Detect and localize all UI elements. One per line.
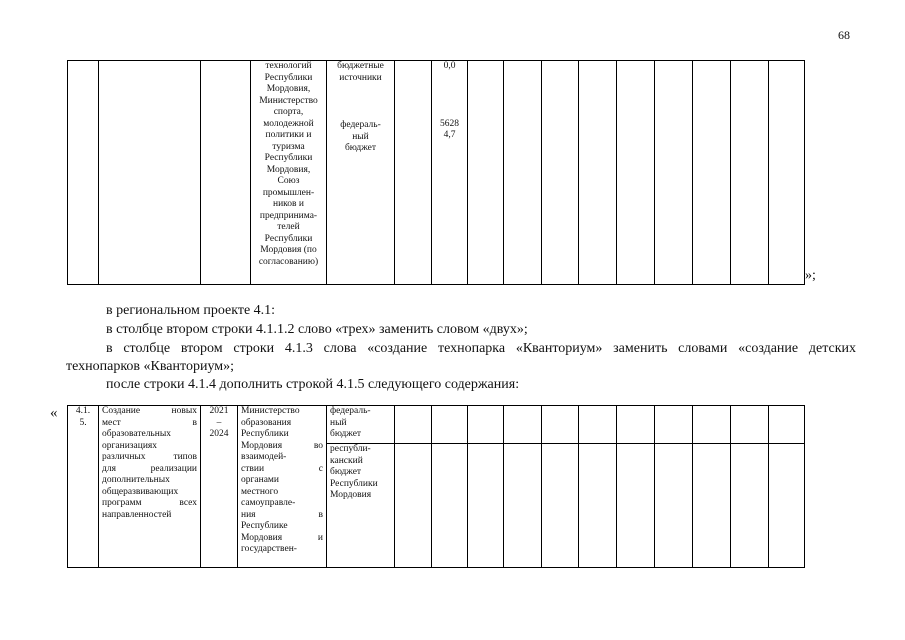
event-name-line: направленностей — [102, 509, 172, 520]
paragraph-column-two-row-413: в столбце втором строки 4.1.3 слова «создание технопарка «Кванториум» заменить словами «создание детских — [106, 341, 856, 356]
executor-text-line: государствен- — [241, 544, 297, 554]
executor-text-line: Союз — [277, 176, 300, 186]
funding-source-line: республи- — [330, 444, 371, 454]
executor-text-line: телей — [277, 222, 300, 232]
cell-num — [68, 61, 99, 285]
funding-source-line: бюджетные — [337, 61, 384, 71]
executor-text-line: Республики — [264, 233, 313, 244]
executor-text-line: Мордовия, — [266, 164, 311, 175]
new-row-table — [67, 405, 805, 568]
cell-source-federal — [327, 406, 395, 444]
cell-empty — [579, 61, 617, 285]
executor-text-line: ников и — [273, 199, 304, 209]
cell-empty — [693, 444, 731, 568]
cell-empty — [617, 406, 655, 444]
funding-source-line: канский — [330, 455, 363, 466]
event-name-line: различных типов — [102, 452, 197, 462]
cell-empty — [504, 444, 542, 568]
executor-text-line: местного — [241, 486, 279, 497]
funding-source-line: Мордовия — [330, 490, 372, 500]
executor-text-line: Республики — [264, 153, 313, 163]
executor-text-line: Республике — [241, 521, 288, 531]
event-name-line: программ всех — [102, 498, 197, 508]
funding-source-line: бюджет — [330, 467, 362, 477]
executor-text-line: Мордовия во — [241, 440, 323, 451]
cell-executors — [238, 406, 327, 568]
funding-source-line: бюджет — [330, 429, 362, 439]
cell-empty — [693, 406, 731, 444]
cell-empty — [769, 444, 805, 568]
event-name-line: мест в — [102, 417, 197, 428]
event-name-line: Создание новых — [102, 406, 197, 416]
funding-source-line: федераль- — [330, 406, 371, 416]
funding-source-line: Республики — [330, 478, 378, 489]
cell-empty — [468, 61, 504, 285]
cell-empty — [731, 406, 769, 444]
cell-empty — [769, 61, 805, 285]
years-line: – — [216, 417, 222, 428]
amount-value-line: 4,7 — [443, 130, 456, 140]
cell-empty — [731, 444, 769, 568]
cell-row-number — [68, 406, 99, 568]
cell-empty — [432, 406, 468, 444]
cell-empty — [579, 444, 617, 568]
executor-text-line: промышлен- — [262, 187, 315, 198]
cell-source-republic — [327, 444, 395, 568]
cell-empty — [504, 406, 542, 444]
cell-name — [99, 61, 201, 285]
executor-text-line: Министерство — [259, 95, 318, 106]
executor-text-line: согласованию) — [258, 256, 319, 267]
funding-source-line: федераль- — [340, 120, 381, 130]
event-name-line: образовательных — [102, 429, 171, 439]
executor-text-line: образования — [241, 417, 292, 428]
cell-years — [201, 406, 238, 568]
executor-text-line: технологий — [265, 61, 312, 71]
executor-text-line: ния в — [241, 509, 323, 520]
opening-quote: « — [50, 405, 58, 421]
funding-source-line: источники — [339, 72, 382, 83]
page-number: 68 — [838, 28, 850, 42]
amount-value-line: 5628 — [440, 118, 459, 129]
cell-amount — [432, 61, 468, 285]
executor-text-line: Мордовия (по — [260, 245, 317, 255]
cell-funding-source — [327, 61, 395, 285]
paragraph-regional-project: в региональном проекте 4.1: — [106, 303, 276, 318]
cell-empty — [504, 61, 542, 285]
cell-executors — [251, 61, 327, 285]
cell-empty — [693, 61, 731, 285]
cell-empty — [395, 444, 432, 568]
cell-empty — [542, 444, 579, 568]
paragraph-column-two-row-4112: в столбце втором строки 4.1.1.2 слово «трех» заменить словом «двух»; — [106, 322, 528, 337]
executor-text-line: спорта, — [273, 107, 304, 117]
cell-event-name — [99, 406, 201, 568]
years-line: 2021 — [209, 406, 229, 416]
event-name-line: общеразвивающих — [102, 486, 179, 497]
event-name-line: дополнительных — [102, 475, 170, 485]
executor-text-line: Мордовия, — [266, 84, 311, 94]
cell-empty — [432, 444, 468, 568]
executor-text-line: Мордовия и — [241, 532, 323, 543]
cell-empty — [395, 61, 432, 285]
cell-years — [201, 61, 251, 285]
cell-empty — [655, 444, 693, 568]
row-number-line: 4.1. — [75, 406, 91, 416]
executor-text-line: Республики — [241, 429, 289, 439]
funding-source-line: ный — [352, 131, 369, 142]
closing-quote: »; — [805, 268, 816, 283]
cell-empty — [617, 61, 655, 285]
cell-empty — [579, 406, 617, 444]
funding-source-line: бюджет — [344, 143, 377, 153]
executor-text-line: взаимодей- — [241, 452, 287, 462]
funding-source-line: ный — [330, 417, 347, 428]
event-name-line: организациях — [102, 440, 158, 451]
paragraph-column-two-row-413-cont: технопарков «Кванториум»; — [66, 359, 235, 374]
cell-empty — [655, 406, 693, 444]
cell-empty — [468, 444, 504, 568]
executor-text-line: ствии с — [241, 463, 323, 474]
executor-text-line: Министерство — [241, 406, 300, 416]
cell-empty — [395, 406, 432, 444]
budget-table-continued — [67, 60, 805, 285]
cell-empty — [542, 61, 579, 285]
executor-text-line: самоуправле- — [241, 498, 296, 508]
executor-text-line: политики и — [265, 130, 312, 140]
event-name-line: для реализации — [102, 463, 197, 474]
executor-text-line: органами — [241, 475, 280, 485]
executor-text-line: Республики — [264, 72, 313, 83]
row-number-line: 5. — [79, 417, 87, 428]
executor-text-line: молодежной — [263, 118, 314, 129]
executor-text-line: туризма — [272, 141, 305, 152]
cell-empty — [655, 61, 693, 285]
cell-empty — [468, 406, 504, 444]
cell-empty — [542, 406, 579, 444]
cell-empty — [769, 406, 805, 444]
executor-text-line: предпринима- — [259, 210, 318, 221]
paragraph-add-row-415: после строки 4.1.4 дополнить строкой 4.1.5 следующего содержания: — [106, 377, 520, 392]
cell-empty — [731, 61, 769, 285]
cell-empty — [617, 444, 655, 568]
years-line: 2024 — [209, 429, 229, 439]
amount-value-1: 0,0 — [443, 61, 456, 71]
